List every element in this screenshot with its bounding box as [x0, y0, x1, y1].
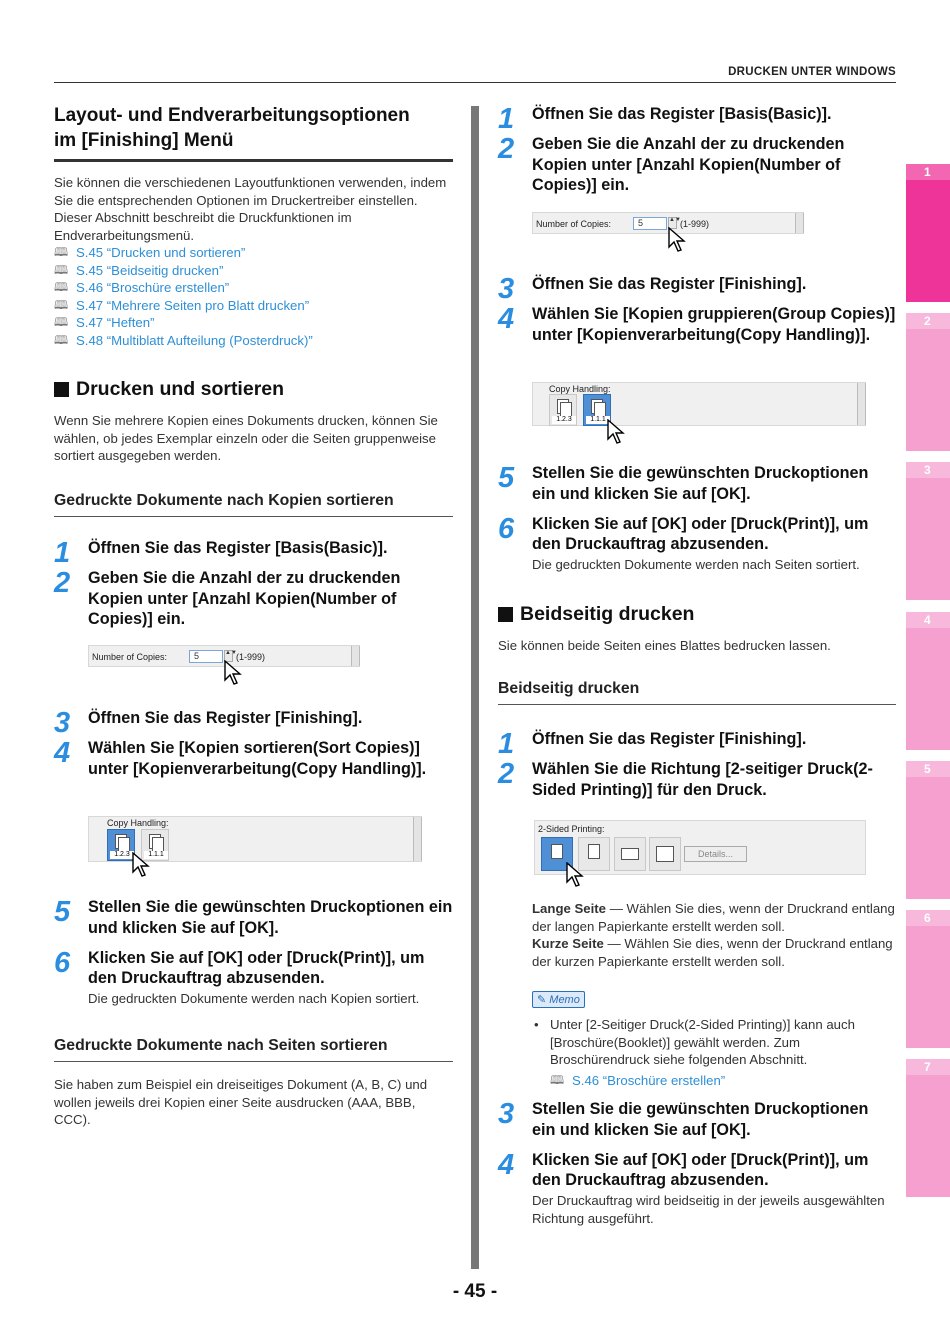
copies-label: Number of Copies: [536, 219, 612, 229]
reference-link[interactable]: 🕮 S.47 “Heften” [54, 315, 155, 330]
step-item: 3 Öffnen Sie das Register [Finishing]. [498, 273, 807, 305]
memo-box [532, 990, 896, 1008]
topic-rule [54, 516, 453, 517]
book-icon: 🕮 [54, 280, 69, 294]
copies-spinner[interactable]: ▲▼ [224, 650, 233, 662]
reference-link[interactable]: 🕮 S.46 “Broschüre erstellen” [550, 1072, 726, 1088]
topic-heading: Gedruckte Dokumente nach Kopien sortieren [54, 491, 394, 509]
chapter-tab-label: 4 [906, 612, 950, 628]
book-icon: 🕮 [550, 1072, 565, 1087]
step-item: 4 Wählen Sie [Kopien sortieren(Sort Copies)] unter [Kopienverarbeitung(Copy Handling)]. [54, 736, 427, 778]
topic-heading: Gedruckte Dokumente nach Seiten sortieren [54, 1037, 388, 1054]
duplex-section [498, 602, 896, 705]
reference-link[interactable]: 🕮 S.46 “Broschüre erstellen” [54, 280, 230, 295]
step-item: 5 Stellen Sie die gewünschten Druckoptionen ein und klicken Sie auf [OK]. [54, 896, 453, 937]
chapter-tab-4[interactable] [906, 612, 950, 750]
subsection-text: Wenn Sie mehrere Kopien eines Dokuments drucken, können Sie wählen, ob jedes Exemplar einzeln oder die Seiten gruppenweise sortiert ausgegeben werden. [54, 413, 438, 463]
section-title-line2: im [Finishing] Menü [54, 130, 234, 151]
scrollbar[interactable] [413, 817, 422, 861]
book-icon: 🕮 [54, 245, 69, 259]
right-steps-1-2 [498, 104, 896, 196]
intro-text: Sie können die verschiedenen Layoutfunktionen verwenden, indem Sie die entsprechenden Optionen im Druckertreiber einstellen. Dieser Abschnitt beschreibt die Druckfunktionen im Endverarbeitungsmenü. [54, 175, 447, 243]
copies-input[interactable]: 5 [189, 650, 223, 663]
step-item: 6 Klicken Sie auf [OK] oder [Druck(Print)], um den Druckauftrag abzusenden. Die gedruckten Dokumente werden nach Kopien sortiert. [54, 946, 425, 1007]
two-sided-label: 2-Sided Printing: [538, 824, 605, 834]
step-item: 2 Wählen Sie die Richtung [2-seitiger Druck(2-Sided Printing)] für den Druck. [498, 757, 873, 799]
right-steps-3-4 [498, 274, 896, 345]
left-steps-5-6 [54, 897, 453, 1008]
book-icon: 🕮 [54, 332, 69, 347]
step-item: 4 Wählen Sie [Kopien gruppieren(Group Copies)] unter [Kopienverarbeitung(Copy Handling)]. [498, 302, 896, 344]
scrollbar[interactable] [795, 213, 804, 233]
short-edge-description: Kurze Seite — Wählen Sie dies, wenn der Druckrand entlang der kurzen Papierkante erstellt werden soll. [532, 936, 893, 969]
copies-range: (1-999) [680, 219, 710, 229]
long-edge-description: Lange Seite — Wählen Sie dies, wenn der Druckrand entlang der langen Papierkante erstellt werden soll. [532, 901, 895, 934]
mouse-cursor-icon [132, 852, 150, 878]
copy-handling-label: Copy Handling: [549, 384, 611, 394]
chapter-tab-5[interactable] [906, 761, 950, 899]
duplex-steps-1-2 [498, 729, 896, 800]
book-binding-button[interactable] [649, 837, 681, 871]
chapter-tab-2[interactable] [906, 313, 950, 451]
details-button[interactable]: Details... [684, 846, 747, 862]
mouse-cursor-icon [668, 227, 686, 253]
section-title [54, 103, 453, 153]
topic-rule [54, 1061, 453, 1062]
memo-content [532, 1016, 896, 1089]
header-rule [54, 82, 896, 83]
step-item: 5 Stellen Sie die gewünschten Druckoptionen ein und klicken Sie auf [OK]. [498, 462, 869, 503]
section-rule [54, 159, 453, 162]
reference-link[interactable]: 🕮 S.47 “Mehrere Seiten pro Blatt drucken” [54, 297, 310, 313]
copy-handling-label: Copy Handling: [107, 818, 169, 828]
left-steps-3-4 [54, 708, 453, 779]
left-steps-1-2 [54, 538, 453, 630]
reference-link[interactable]: 🕮 S.45 “Beidseitig drucken” [54, 262, 224, 278]
book-icon: 🕮 [54, 262, 69, 277]
reference-list [54, 244, 453, 349]
chapter-tab-label: 2 [906, 313, 950, 329]
chapter-tab-1[interactable] [906, 164, 950, 302]
step-item: 3 Stellen Sie die gewünschten Druckoptionen ein und klicken Sie auf [OK]. [498, 1098, 869, 1139]
subsection-text: Sie können beide Seiten eines Blattes bedrucken lassen. [498, 638, 831, 653]
chapter-tab-label: 6 [906, 910, 950, 926]
topic-heading: Beidseitig drucken [498, 679, 640, 697]
step-item: 2 Geben Sie die Anzahl der zu druckenden Kopien unter [Anzahl Kopien(Number of Copies)] ein. [498, 132, 845, 195]
book-icon: 🕮 [54, 315, 69, 329]
copies-range: (1-999) [236, 652, 266, 662]
step-item: 4 Klicken Sie auf [OK] oder [Druck(Print)], um den Druckauftrag abzusenden. Der Druckauftrag wird beidseitig in der jeweils ausgewählten Richtung ausgeführt. [498, 1148, 885, 1226]
page-number: - 45 - [452, 1281, 498, 1302]
chapter-tab-3[interactable] [906, 462, 950, 600]
step-item: 2 Geben Sie die Anzahl der zu druckenden Kopien unter [Anzahl Kopien(Number of Copies)] ein. [54, 566, 401, 629]
memo-badge: ✎ Memo [532, 991, 585, 1008]
reference-link[interactable]: 🕮 S.45 “Drucken und sortieren” [54, 245, 246, 260]
topic-text: Sie haben zum Beispiel ein dreiseitiges Dokument (A, B, C) und wollen jeweils drei Kopien einer Seite ausdrucken (AAA, BBB, CCC). [54, 1077, 428, 1127]
chapter-tab-label: 3 [906, 462, 950, 478]
topic-rule [498, 704, 896, 705]
duplex-steps-3-4 [498, 1099, 896, 1227]
section-title-line1: Layout- und Endverarbeitungsoptionen [54, 105, 410, 126]
chapter-tab-7[interactable] [906, 1059, 950, 1197]
reference-link[interactable]: 🕮 S.48 “Multiblatt Aufteilung (Posterdruck)” [54, 332, 313, 348]
left-topic-b [54, 1036, 453, 1129]
group-copies-button[interactable]: 1.1.1 [141, 829, 169, 861]
mouse-cursor-icon [224, 660, 242, 686]
subsection-heading: Drucken und sortieren [54, 377, 453, 402]
chapter-tab-label: 7 [906, 1059, 950, 1075]
mouse-cursor-icon [607, 419, 625, 445]
step-item: 1 Öffnen Sie das Register [Basis(Basic)]. [54, 537, 388, 569]
memo-bullet: • Unter [2-Seitiger Druck(2-Sided Printing)] kann auch [Broschüre(Booklet)] gewählt werden. Zum Broschürendruck siehe folgenden Abschnitt. [534, 1017, 855, 1067]
book-icon: 🕮 [54, 297, 69, 312]
column-divider [471, 106, 479, 1269]
scrollbar[interactable] [351, 646, 360, 666]
step-item: 3 Öffnen Sie das Register [Finishing]. [54, 707, 363, 739]
running-header: DRUCKEN UNTER WINDOWS [728, 66, 896, 78]
mouse-cursor-icon [566, 862, 584, 888]
right-steps-5-6 [498, 463, 896, 574]
copy-handling-screenshot [532, 382, 866, 426]
sort-copies-button[interactable]: 1.2.3 [107, 829, 135, 861]
booklet-button[interactable] [614, 837, 646, 871]
chapter-tab-label: 1 [906, 164, 950, 180]
step-item: 1 Öffnen Sie das Register [Basis(Basic)]. [498, 103, 832, 135]
left-column [54, 103, 453, 517]
step-item: 1 Öffnen Sie das Register [Finishing]. [498, 728, 807, 760]
sort-copies-button[interactable]: 1.2.3 [549, 394, 577, 426]
square-bullet-icon [54, 382, 69, 397]
group-copies-button[interactable]: 1.1.1 [583, 394, 611, 426]
chapter-tab-6[interactable] [906, 910, 950, 1048]
copies-spinner[interactable]: ▲▼ [668, 217, 677, 229]
copies-label: Number of Copies: [92, 652, 168, 662]
subsection-heading: Beidseitig drucken [498, 602, 896, 627]
copies-input[interactable]: 5 [633, 217, 667, 230]
edge-descriptions [532, 900, 896, 970]
step-item: 6 Klicken Sie auf [OK] oder [Druck(Print)], um den Druckauftrag abzusenden. Die gedruckten Dokumente werden nach Seiten sortiert. [498, 512, 869, 573]
square-bullet-icon [498, 607, 513, 622]
chapter-tab-label: 5 [906, 761, 950, 777]
scrollbar[interactable] [857, 383, 866, 425]
